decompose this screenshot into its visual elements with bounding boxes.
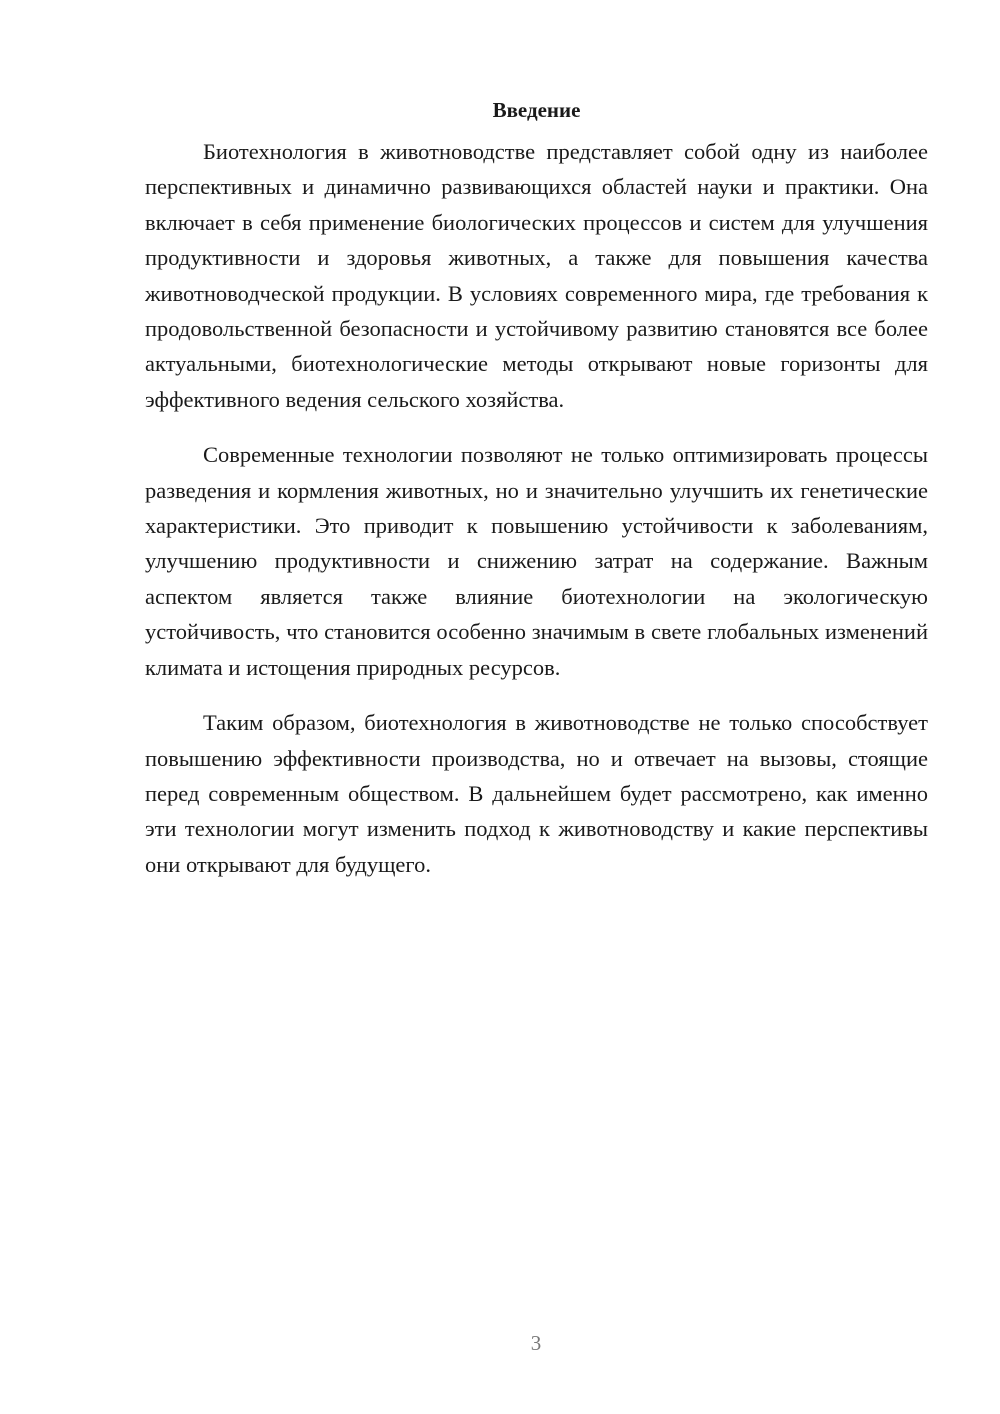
page-content bbox=[145, 92, 928, 902]
paragraph-1: Биотехнология в животноводстве представляет собой одну из наиболее перспективных и динамично развивающихся областей науки и практики. Она включает в себя применение биологических процессов и систем для улучшения продуктивности и здоровья животных, а также для повышения качества животноводческой продукции. В условиях современного мира, где требования к продовольственной безопасности и устойчивому развитию становятся все более актуальными, биотехнологические методы открывают новые горизонты для эффективного ведения сельского хозяйства. bbox=[145, 139, 928, 412]
section-heading: Введение bbox=[492, 98, 581, 122]
paragraph-3: Таким образом, биотехнология в животноводстве не только способствует повышению эффективности производства, но и отвечает на вызовы, стоящие перед современным обществом. В дальнейшем будет рассмотрено, как именно эти технологии могут изменить подход к животноводству и какие перспективы они открывают для будущего. bbox=[145, 710, 928, 877]
page-number: 3 bbox=[530, 1331, 542, 1355]
paragraph-2: Современные технологии позволяют не только оптимизировать процессы разведения и кормления животных, но и значительно улучшить их генетические характеристики. Это приводит к повышению устойчивости к заболеваниям, улучшению продуктивности и снижению затрат на содержание. Важным аспектом является также влияние биотехнологии на экологическую устойчивость, что становится особенно значимым в свете глобальных изменений климата и истощения природных ресурсов. bbox=[145, 442, 928, 680]
